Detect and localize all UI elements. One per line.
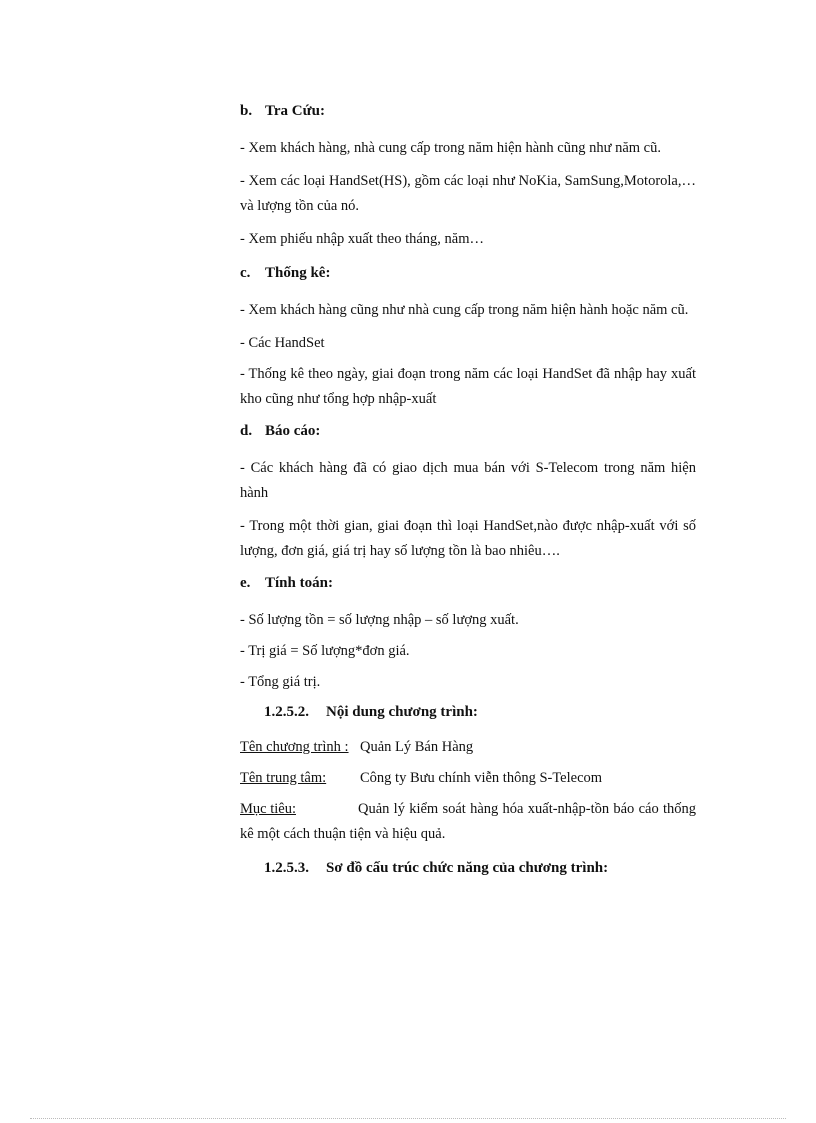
section-b-heading [240, 100, 696, 122]
section-d-item-1: - Các khách hàng đã có giao dịch mua bán với S-Telecom trong năm hiện hành [240, 460, 696, 501]
section-e-marker: e. [240, 575, 251, 591]
page-bottom-rule [30, 1118, 786, 1119]
section-e-title: Tính toán: [265, 575, 333, 591]
section-b-item-1: - Xem khách hàng, nhà cung cấp trong năm hiện hành cũng như năm cũ. [240, 140, 661, 156]
center-name-label: Tên trung tâm: [240, 770, 327, 786]
section-b-title: Tra Cứu: [265, 103, 325, 119]
section-c-item-2: - Các HandSet [240, 335, 325, 351]
section-d-marker: d. [240, 423, 253, 439]
program-name-value: Quản Lý Bán Hàng [360, 739, 474, 755]
section-b-item-2: - Xem các loại HandSet(HS), gồm các loại như NoKia, SamSung,Motorola,…và lượng tồn của nó. [240, 173, 696, 214]
section-c-item-3: - Thống kê theo ngày, giai đoạn trong năm các loại HandSet đã nhập hay xuất kho cũng như tổng hợp nhập-xuất [240, 366, 696, 407]
goal-label: Mục tiêu: [240, 801, 296, 817]
section-1252-title: Nội dung chương trình: [326, 704, 478, 720]
section-1253-heading [264, 857, 696, 879]
section-e-item-1: - Số lượng tồn = số lượng nhập – số lượng xuất. [240, 612, 519, 628]
section-c-item-1: - Xem khách hàng cũng như nhà cung cấp trong năm hiện hành hoặc năm cũ. [240, 302, 689, 318]
section-d-item-2: - Trong một thời gian, giai đoạn thì loại HandSet,nào được nhập-xuất với số lượng, đơn giá, giá trị hay số lượng tồn là bao nhiêu…. [240, 518, 696, 559]
section-b-marker: b. [240, 103, 253, 119]
section-1253-title: Sơ đồ cấu trúc chức năng của chương trình: [326, 860, 609, 876]
goal-value: Quản lý kiểm soát hàng hóa xuất-nhập-tồn báo cáo thống kê một cách thuận tiện và hiệu quả. [240, 801, 696, 842]
section-e-item-3: - Tổng giá trị. [240, 674, 321, 690]
section-c-heading [240, 262, 696, 284]
section-b-item-3: - Xem phiếu nhập xuất theo tháng, năm… [240, 231, 485, 247]
section-1252-number: 1.2.5.2. [264, 704, 309, 720]
section-d-heading [240, 420, 696, 442]
section-e-item-2: - Trị giá = Số lượng*đơn giá. [240, 643, 410, 659]
section-1252-heading [264, 701, 696, 723]
section-d-title: Báo cáo: [265, 423, 321, 439]
document-body [240, 100, 696, 891]
program-name-row [240, 735, 696, 760]
section-c-title: Thống kê: [265, 265, 331, 281]
section-1253-number: 1.2.5.3. [264, 860, 309, 876]
center-name-value: Công ty Bưu chính viễn thông S-Telecom [360, 770, 603, 786]
section-e-heading [240, 572, 696, 594]
center-name-row [240, 766, 696, 791]
goal-row [240, 797, 696, 847]
section-c-marker: c. [240, 265, 251, 281]
program-name-label: Tên chương trình : [240, 739, 349, 755]
